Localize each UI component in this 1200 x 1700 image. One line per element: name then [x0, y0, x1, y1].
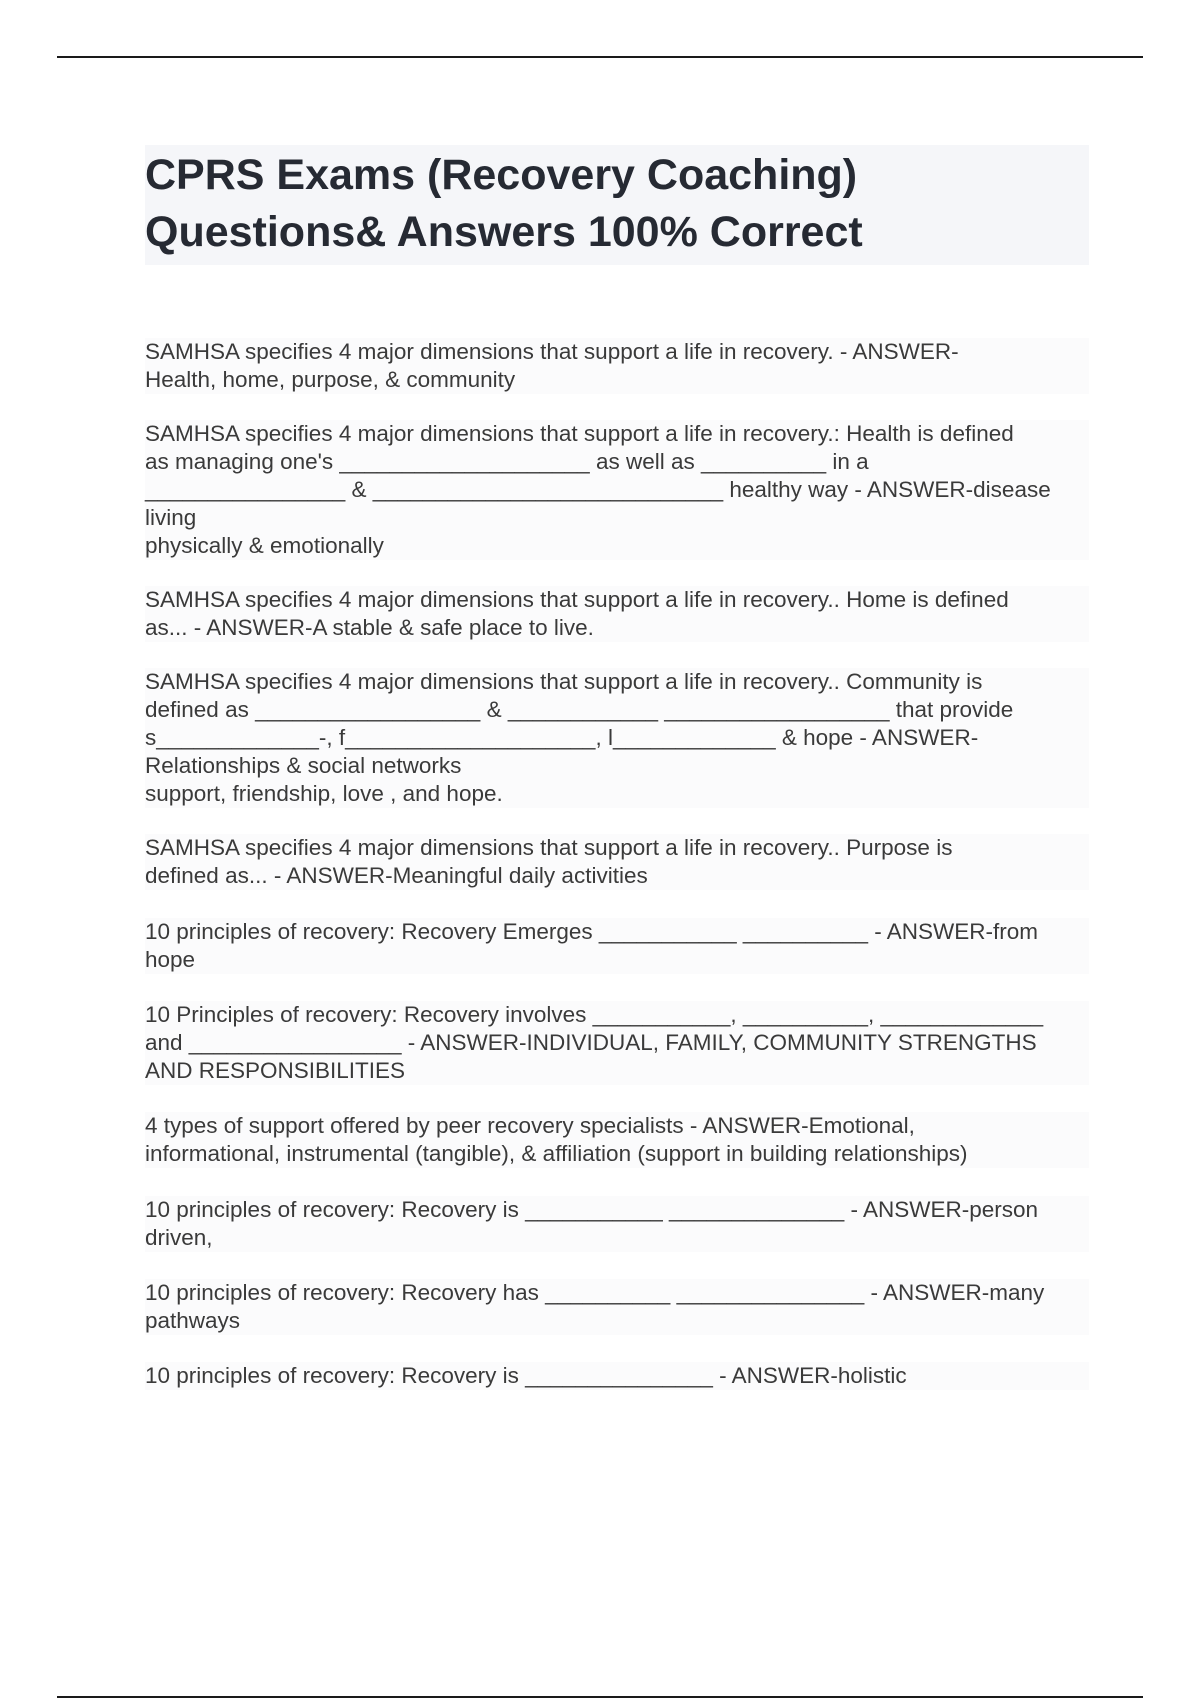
qa-item	[145, 918, 1089, 974]
qa-line: SAMHSA specifies 4 major dimensions that support a life in recovery. - ANSWER-	[145, 339, 959, 364]
qa-line: physically & emotionally	[145, 533, 384, 558]
qa-line: informational, instrumental (tangible), & affiliation (support in building relationships)	[145, 1141, 968, 1166]
title-line-1: CPRS Exams (Recovery Coaching)	[145, 151, 858, 199]
qa-line: SAMHSA specifies 4 major dimensions that support a life in recovery.: Health is defined	[145, 421, 1014, 446]
qa-line: 10 principles of recovery: Recovery is _______________ - ANSWER-holistic	[145, 1363, 907, 1388]
qa-line: and _________________ - ANSWER-INDIVIDUAL, FAMILY, COMMUNITY STRENGTHS	[145, 1030, 1037, 1055]
qa-item	[145, 338, 1089, 394]
qa-line: SAMHSA specifies 4 major dimensions that support a life in recovery.. Purpose is	[145, 835, 953, 860]
qa-item	[145, 1196, 1089, 1252]
document-title-block	[145, 145, 1089, 265]
qa-line: 4 types of support offered by peer recovery specialists - ANSWER-Emotional,	[145, 1113, 915, 1138]
qa-item	[145, 1362, 1089, 1390]
qa-line: defined as... - ANSWER-Meaningful daily activities	[145, 863, 648, 888]
document-title	[145, 147, 1089, 261]
qa-line: ________________ & ____________________________ healthy way - ANSWER-disease	[145, 477, 1051, 502]
qa-line: AND RESPONSIBILITIES	[145, 1058, 406, 1083]
qa-line: SAMHSA specifies 4 major dimensions that support a life in recovery.. Home is defined	[145, 587, 1009, 612]
qa-line: 10 principles of recovery: Recovery is ___________ ______________ - ANSWER-person	[145, 1197, 1039, 1222]
qa-item	[145, 834, 1089, 890]
qa-line: pathways	[145, 1308, 241, 1333]
qa-line: 10 principles of recovery: Recovery Emerges ___________ __________ - ANSWER-from	[145, 919, 1038, 944]
qa-item	[145, 1279, 1089, 1335]
qa-line: SAMHSA specifies 4 major dimensions that support a life in recovery.. Community is	[145, 669, 983, 694]
qa-item	[145, 668, 1089, 808]
qa-line: hope	[145, 947, 196, 972]
qa-line: as managing one's ____________________ as well as __________ in a	[145, 449, 869, 474]
qa-line: s_____________-, f____________________, l_____________ & hope - ANSWER-	[145, 725, 979, 750]
qa-line: living	[145, 505, 197, 530]
qa-line: driven,	[145, 1225, 213, 1250]
qa-item	[145, 420, 1089, 560]
qa-item	[145, 1112, 1089, 1168]
title-line-2: Questions& Answers 100% Correct	[145, 208, 863, 256]
qa-line: defined as __________________ & ____________ __________________ that provide	[145, 697, 1014, 722]
qa-line: 10 Principles of recovery: Recovery involves ___________, __________, _____________	[145, 1002, 1044, 1027]
qa-line: Relationships & social networks	[145, 753, 462, 778]
bottom-rule	[57, 1696, 1143, 1698]
qa-line: 10 principles of recovery: Recovery has __________ _______________ - ANSWER-many	[145, 1280, 1045, 1305]
qa-list	[145, 338, 1089, 1416]
qa-line: as... - ANSWER-A stable & safe place to live.	[145, 615, 594, 640]
qa-item	[145, 586, 1089, 642]
qa-item	[145, 1001, 1089, 1085]
qa-line: Health, home, purpose, & community	[145, 367, 516, 392]
top-rule	[57, 56, 1143, 58]
qa-line: support, friendship, love , and hope.	[145, 781, 503, 806]
